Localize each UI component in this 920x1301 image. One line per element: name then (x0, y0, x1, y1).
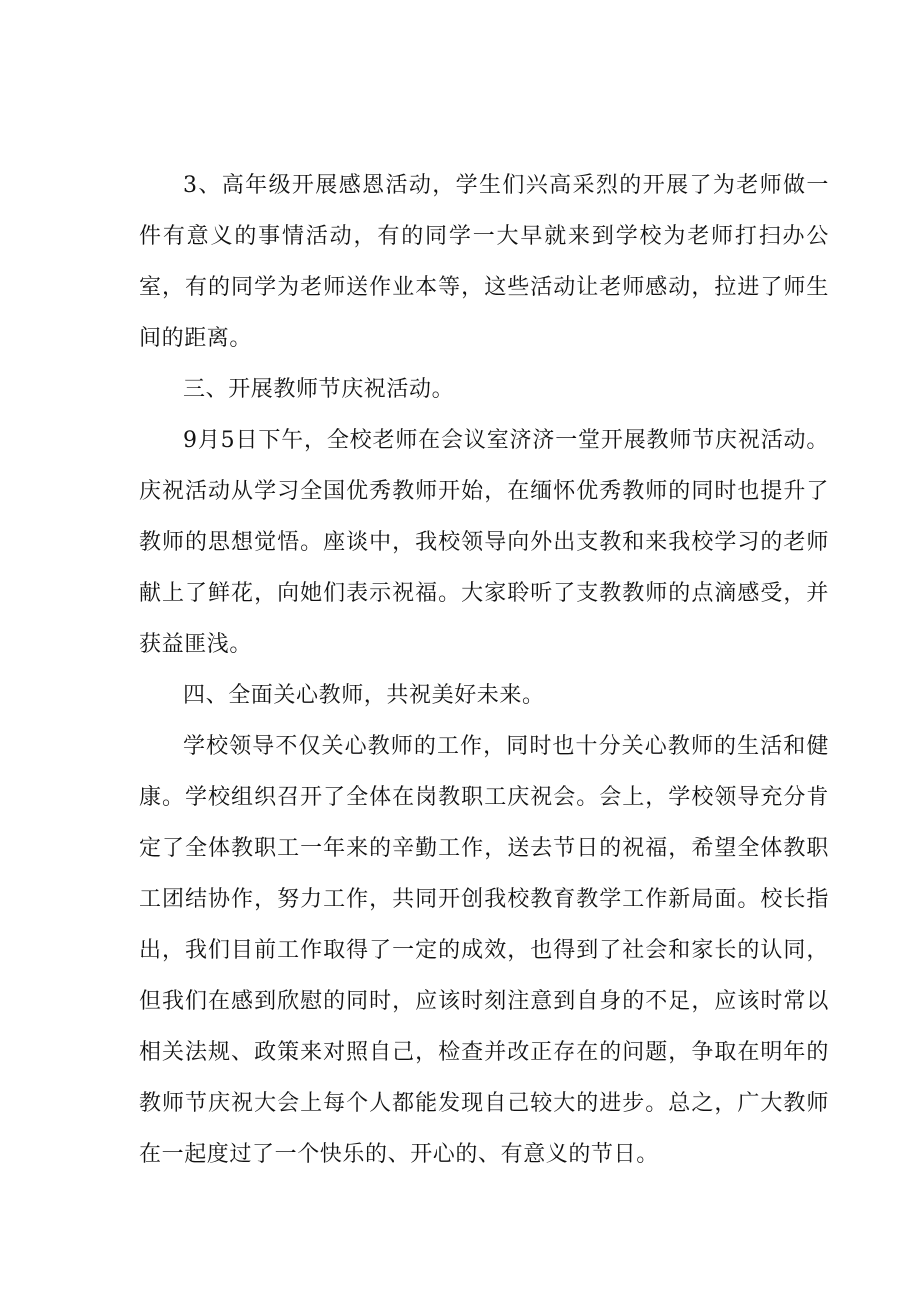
heading-section-four: 四、全面关心教师，共祝美好未来。 (183, 683, 545, 708)
paragraph-teachers-day-celebration: 9月5日下午，全校老师在会议室济济一堂开展教师节庆祝活动。庆祝活动从学习全国优秀教师开始，在缅怀优秀教师的同时也提升了教师的思想觉悟。座谈中，我校领导向外出支教和来我校学习的老师献上了鲜花，向她们表示祝福。大家聆听了支教教师的点滴感受，并获益匪浅。 (139, 428, 829, 657)
paragraph-caring-for-teachers: 学校领导不仅关心教师的工作，同时也十分关心教师的生活和健康。学校组织召开了全体在岗教职工庆祝会。会上，学校领导充分肯定了全体教职工一年来的辛勤工作，送去节日的祝福，希望全体教职工团结协作，努力工作，共同开创我校教育教学工作新局面。校长指出，我们目前工作取得了一定的成效，也得到了社会和家长的认同，但我们在感到欣慰的同时，应该时刻注意到自身的不足，应该时常以相关法规、政策来对照自己，检查并改正存在的问题，争取在明年的教师节庆祝大会上每个人都能发现自己较大的进步。总之，广大教师在一起度过了一个快乐的、开心的、有意义的节日。 (139, 734, 829, 1167)
paragraph-senior-grade-gratitude: 3、高年级开展感恩活动，学生们兴高采烈的开展了为老师做一件有意义的事情活动，有的同学一大早就来到学校为老师打扫办公室，有的同学为老师送作业本等，这些活动让老师感动，拉进了师生间的距离。 (139, 173, 829, 351)
heading-section-three: 三、开展教师节庆祝活动。 (183, 377, 455, 402)
document-body (139, 160, 829, 1180)
